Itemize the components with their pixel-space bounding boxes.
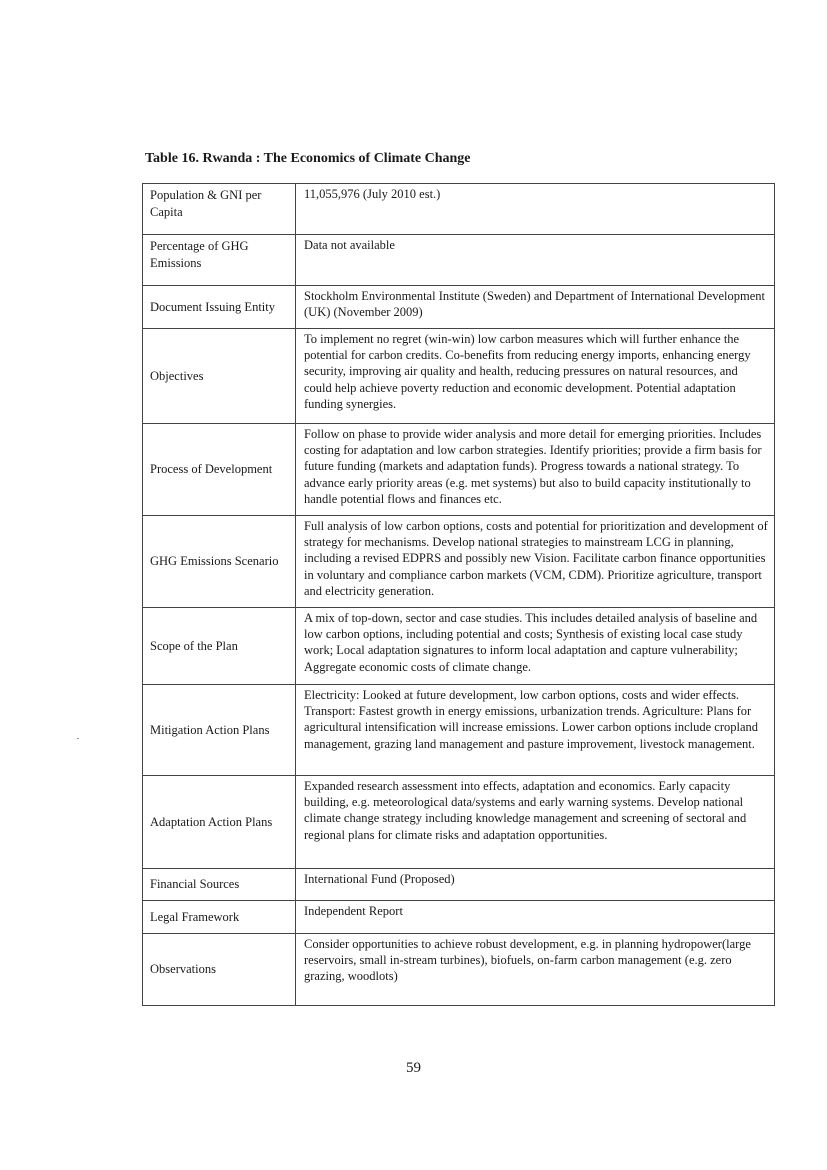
row-label: Observations xyxy=(143,934,296,1005)
row-value: Full analysis of low carbon options, costs and potential for prioritization and development of strategy for mechanisms. Develop national strategies to mainstream LCG in planning, including a revised EDPRS and possibly new Vision. Facilitate carbon finance opportunities in voluntary and compliance carbon markets (VCM, CDM). Prioritize agriculture, transport and electricity generation. xyxy=(304,519,768,598)
table-row xyxy=(143,235,774,286)
row-value: Electricity: Looked at future development, low carbon options, costs and wider effects. Transport: Fastest growth in energy emissions, urbanization trends. Agriculture: Plans for agricultural intensification will increase emissions. Lower carbon options include cropland management, grazing land management and pasture improvement, livestock management. xyxy=(304,688,759,751)
scan-speck xyxy=(77,738,79,739)
row-label: Population & GNI per Capita xyxy=(143,184,296,234)
table-row xyxy=(143,608,774,685)
row-value: 11,055,976 (July 2010 est.) xyxy=(304,187,441,201)
row-label: Financial Sources xyxy=(143,869,296,900)
info-table xyxy=(142,183,775,1006)
row-label: Legal Framework xyxy=(143,901,296,933)
table-row xyxy=(143,869,774,901)
page-title: Table 16. Rwanda : The Economics of Climate Change xyxy=(145,151,471,166)
row-label: Document Issuing Entity xyxy=(143,286,296,328)
row-label: Process of Development xyxy=(143,424,296,515)
table-row xyxy=(143,329,774,424)
table-row xyxy=(143,184,774,235)
row-value: Independent Report xyxy=(304,904,403,918)
table-row xyxy=(143,685,774,776)
table-row xyxy=(143,934,774,1006)
row-value: Stockholm Environmental Institute (Sweden) and Department of International Development (UK) (November 2009) xyxy=(304,289,765,320)
table-row xyxy=(143,776,774,869)
row-value: Expanded research assessment into effects, adaptation and economics. Early capacity building, e.g. meteorological data/systems and early warning systems. Develop national climate change strategy including knowledge management and screening of sectoral and regional plans for climate risks and adaptation opportunities. xyxy=(304,779,747,842)
table-row xyxy=(143,901,774,934)
row-label: GHG Emissions Scenario xyxy=(143,516,296,607)
row-value: Data not available xyxy=(304,238,395,252)
row-value: Follow on phase to provide wider analysis and more detail for emerging priorities. Includes costing for adaptation and low carbon strategies. Identify priorities; provide a firm basis for future funding (markets and adaptation funds). Progress towards a national strategy. To advance early priority areas (e.g. met systems) but also to build capacity institutionally to handle potential flows and finances etc. xyxy=(304,427,762,506)
table-row xyxy=(143,286,774,329)
table-row xyxy=(143,516,774,608)
row-value: Consider opportunities to achieve robust development, e.g. in planning hydropower(large reservoirs, small in-stream turbines), biofuels, on-farm carbon management (e.g. zero grazing, woodlots) xyxy=(304,937,751,984)
table-row xyxy=(143,424,774,516)
row-value: To implement no regret (win-win) low carbon measures which will further enhance the potential for carbon credits. Co-benefits from reducing energy imports, enhancing energy security, improving air quality and health, reducing pressures on natural resources, and could help achieve poverty reduction and economic development. Potential adaptation funding synergies. xyxy=(304,332,751,411)
row-value: A mix of top-down, sector and case studies. This includes detailed analysis of baseline and low carbon options, including potential and costs; Synthesis of existing local case study work; Local adaptation signatures to inform local adaptation and capture vulnerability; Aggregate economic costs of climate change. xyxy=(304,611,758,674)
row-label: Percentage of GHG Emissions xyxy=(143,235,296,285)
row-value: International Fund (Proposed) xyxy=(304,872,455,886)
row-label: Objectives xyxy=(143,329,296,423)
page-number: 59 xyxy=(406,1060,421,1076)
row-label: Mitigation Action Plans xyxy=(143,685,296,775)
row-label: Adaptation Action Plans xyxy=(143,776,296,868)
row-label: Scope of the Plan xyxy=(143,608,296,684)
